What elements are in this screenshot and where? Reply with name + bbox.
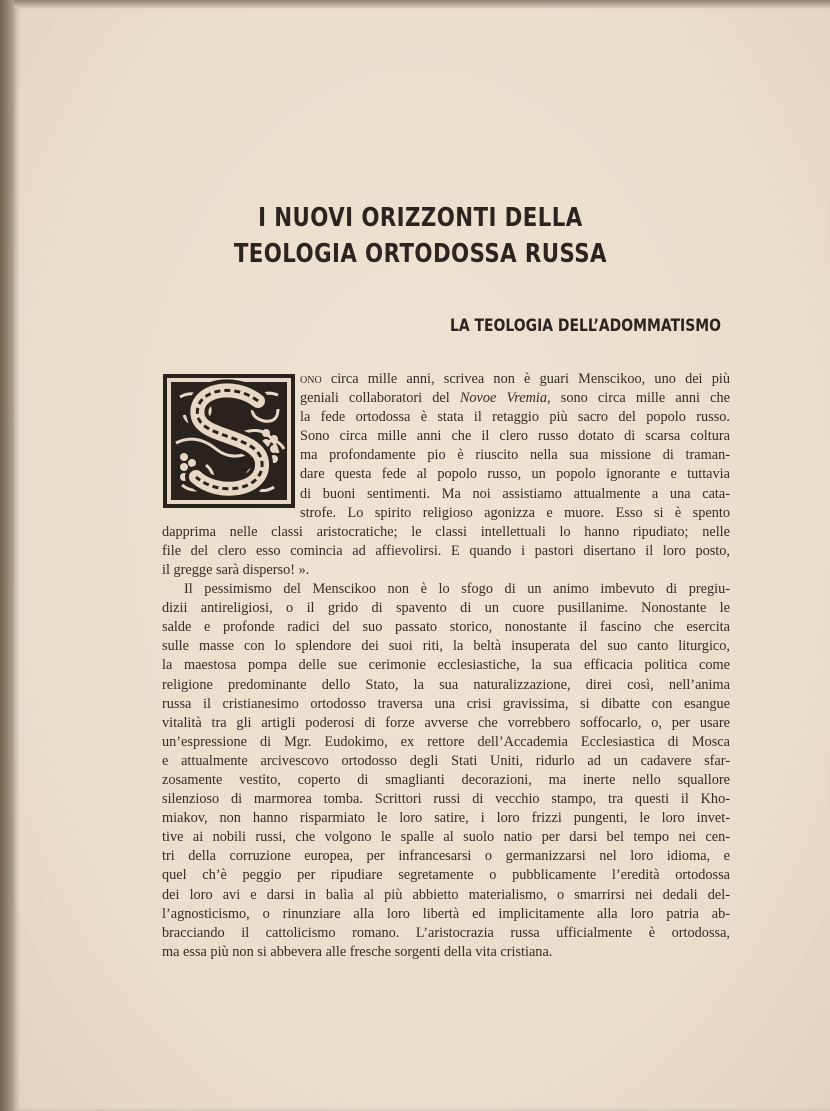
- text-line: miakov, non hanno risparmiato le loro satire, i loro frizzi pungenti, le loro invet-: [162, 810, 730, 827]
- book-gutter-edge: [0, 0, 14, 1111]
- text-line: sulle masse con lo splendore dei suoi riti, la beltà insuperata del suo canto liturgico,: [162, 638, 730, 655]
- text-line: dare questa fede al popolo russo, un popolo ignorante e tuttavia: [300, 466, 730, 483]
- text-line: la maestosa pompa delle sue cerimonie ecclesiastiche, la sua efficacia politica come: [162, 657, 730, 674]
- text-line: vitalità tra gli artigli poderosi di forze avverse che vorrebbero soffocarlo, o, per usare: [162, 714, 730, 731]
- text-line: ma profondamente pio è riuscito nella sua missione di traman-: [300, 447, 730, 464]
- text-line: dizii antireligiosi, o il grido di spavento di un cuore pusillanime. Nonostante le: [162, 600, 730, 617]
- section-heading: LA TEOLOGIA DELL’ADOMMATISMO: [450, 316, 721, 336]
- text-line: dapprima nelle classi aristocratiche; le classi intellettuali lo hanno ripudiato; nelle: [162, 523, 730, 540]
- text-line: di buoni sentimenti. Ma noi assistiamo attualmente a una cata-: [300, 485, 730, 502]
- text-line: ma essa più non si abbevera alle fresche sorgenti della vita cristiana.: [162, 943, 553, 960]
- text-line: la fede ortodossa è stata il retaggio più sacro del popolo russo.: [300, 409, 730, 426]
- text-line: quel ch’è peggio per ripudiare segretamente o pubblicamente l’eredità ortodossa: [162, 867, 730, 884]
- text-line: salde e profonde radici del suo passato storico, nonostante il fascino che esercita: [162, 619, 730, 636]
- text-line: tive ai nobili russi, che volgono le spalle al suolo natio per darsi bel tempo nei cen-: [162, 829, 730, 846]
- text-line: un’espressione di Mgr. Eudokimo, ex rettore dell’Accademia Ecclesiastica di Mosca: [162, 733, 730, 750]
- text-line: il gregge sarà disperso! ».: [162, 561, 310, 578]
- text-line: l’agnosticismo, o rinunziare alla loro libertà ed implicitamente alla loro patria ab-: [162, 905, 730, 922]
- newspaper-title: Novoe Vremia: [459, 390, 548, 407]
- text-line: strofe. Lo spirito religioso agonizza e muore. Esso si è spento: [300, 504, 730, 521]
- text-line: Il pessimismo del Menscikoo non è lo sfogo di un animo imbevuto di pregiu-: [184, 581, 730, 598]
- paragraph-1: [162, 370, 730, 580]
- text-line: e attualmente arcivescovo ortodosso degli Stati Uniti, ridurlo ad un cadavere sfar-: [162, 752, 730, 769]
- text-line: religione predominante dello Stato, la sua naturalizzazione, direi così, nell’anima: [162, 676, 730, 693]
- paragraph-2: [162, 580, 730, 962]
- text-line: dei loro avi e darsi in balìa al più abbietto materialismo, o smarrirsi nei dedali del-: [162, 886, 730, 903]
- text-line: ono circa mille anni, scrivea non è guari Menscikoo, uno dei più: [300, 371, 730, 387]
- article-body: [162, 370, 730, 962]
- title-line-2: TEOLOGIA ORTODOSSA RUSSA: [233, 239, 607, 269]
- text-line: russa il cristianesimo ortodosso traversa una crisi gravissima, si dibatte con esangue: [162, 695, 730, 712]
- title-line-1: I NUOVI ORIZZONTI DELLA: [258, 203, 583, 233]
- text-line: zosamente vestito, coperto di smaglianti decorazioni, ma inerte nello squallore: [162, 771, 730, 788]
- article-title: [80, 200, 761, 272]
- text-line: geniali collaboratori del Novoe Vremia, sono circa mille anni che: [300, 390, 730, 407]
- text-line: bracciando il cattolicismo romano. L’aristocrazia russa ufficialmente è ortodossa,: [162, 924, 730, 941]
- text-line: file del clero esso comincia ad affievolirsi. E quando i pastori disertano il loro posto,: [162, 542, 730, 559]
- text-line: silenzioso di marmorea tomba. Scrittori russi di vecchio stampo, tra questi il Kho-: [162, 791, 730, 808]
- text-line: Sono circa mille anni che il clero russo dotato di scarsa coltura: [300, 428, 730, 445]
- page-top-edge: [14, 0, 830, 8]
- text-line: tri della corruzione europea, per infrancesarsi o germanizzarsi nel loro idioma, e: [162, 848, 730, 865]
